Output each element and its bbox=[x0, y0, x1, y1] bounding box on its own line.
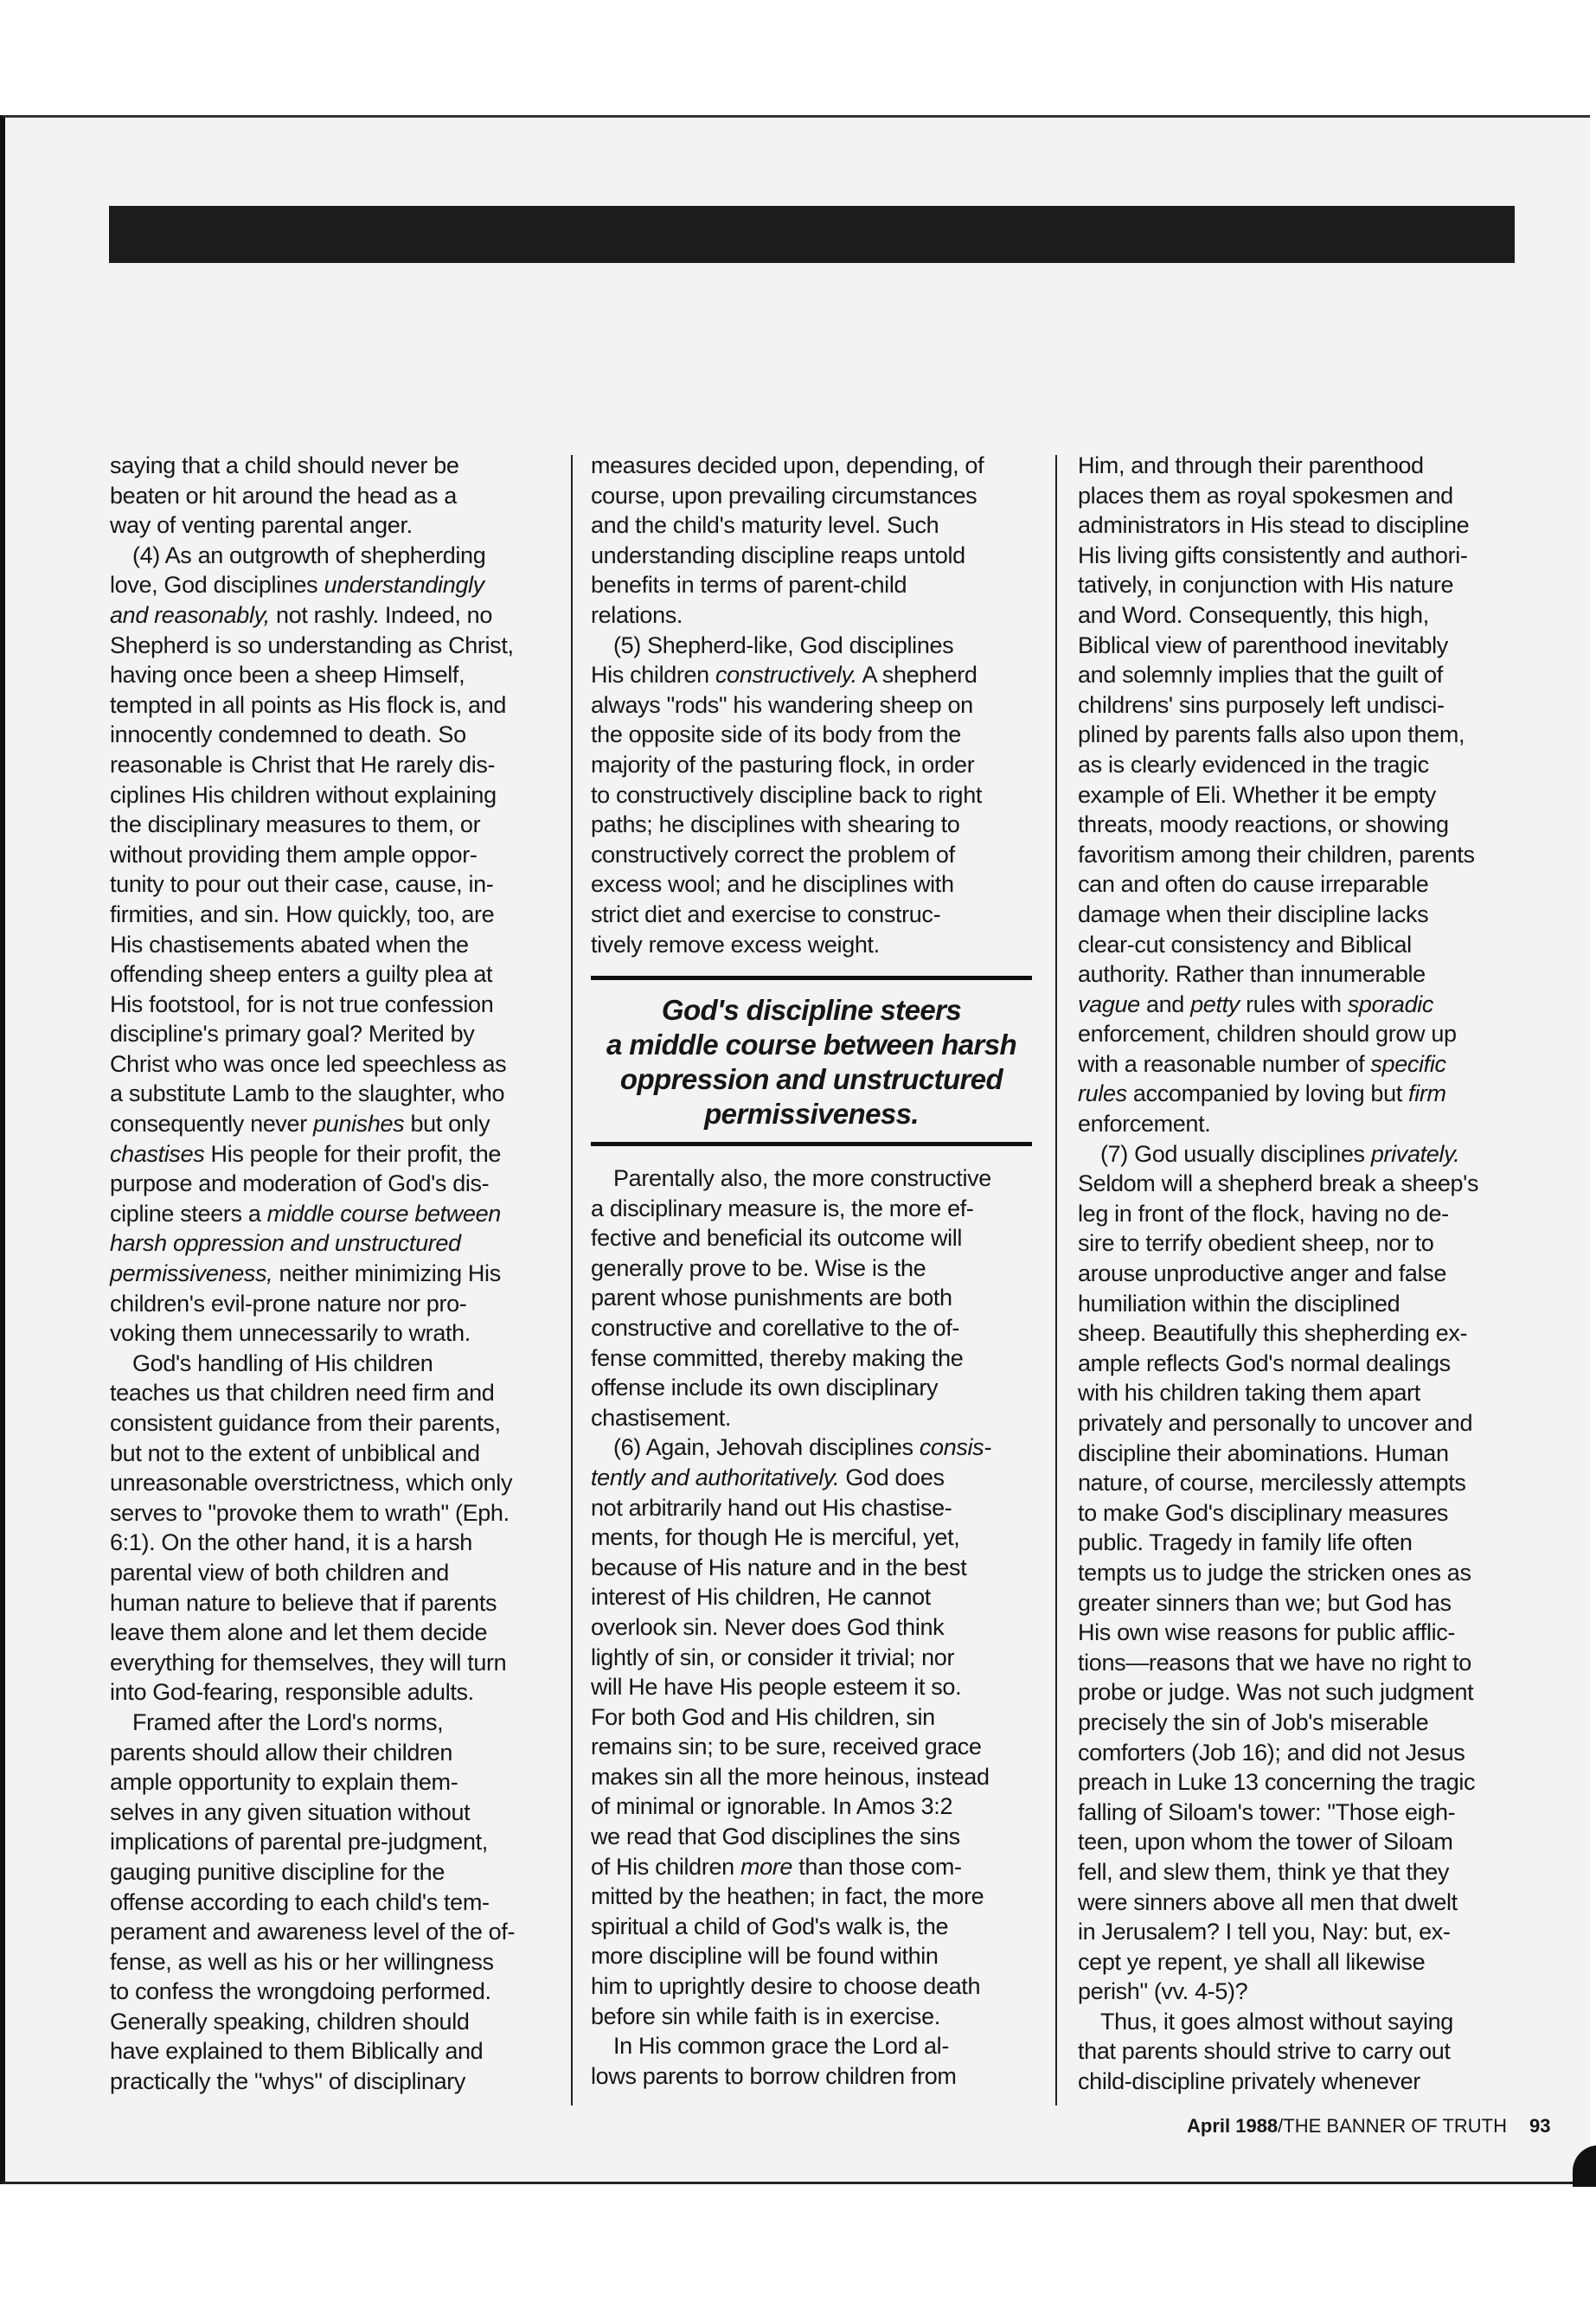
text-segment: cipline steers a bbox=[110, 1200, 267, 1227]
text-line: but not to the extent of unbiblical and bbox=[110, 1439, 480, 1466]
text-segment: rules with bbox=[1239, 990, 1348, 1017]
text-line: and solemnly implies that the guilt of bbox=[1078, 662, 1443, 689]
italic-emphasis: permissiveness, bbox=[110, 1260, 273, 1287]
text-line: Biblical view of parenthood inevitably bbox=[1078, 631, 1448, 658]
text-line: have explained to them Biblically and bbox=[110, 2038, 484, 2065]
text-line: everything for themselves, they will turn bbox=[110, 1649, 507, 1676]
text-line: 6:1). On the other hand, it is a harsh bbox=[110, 1529, 472, 1556]
text-line: enforcement. bbox=[1078, 1111, 1211, 1138]
column-divider bbox=[1055, 455, 1057, 2106]
text-line: His own wise reasons for public afflic- bbox=[1078, 1619, 1456, 1646]
text-line: His chastisements abated when the bbox=[110, 931, 469, 958]
text-segment: neither minimizing His bbox=[272, 1260, 501, 1287]
italic-emphasis: tently and authoritatively. bbox=[591, 1464, 840, 1490]
text-line: probe or judge. Was not such judgment bbox=[1078, 1679, 1474, 1706]
text-line bbox=[110, 1139, 577, 1170]
text-segment: of His children bbox=[591, 1853, 740, 1880]
text-line: places them as royal spokesmen and bbox=[1078, 482, 1453, 509]
text-line: a disciplinary measure is, the more ef- bbox=[591, 1195, 974, 1221]
text-line: chastisement. bbox=[591, 1404, 732, 1431]
column-3-text bbox=[1078, 451, 1545, 2097]
text-line: sire to terrify obedient sheep, nor to bbox=[1078, 1230, 1434, 1257]
text-line: beaten or hit around the head as a bbox=[110, 482, 457, 509]
text-line: nature, of course, mercilessly attempts bbox=[1078, 1470, 1466, 1497]
text-line: tempted in all points as His flock is, and bbox=[110, 691, 507, 718]
italic-emphasis: constructively. bbox=[715, 662, 857, 689]
text-line: tatively, in conjunction with His nature bbox=[1078, 572, 1454, 599]
text-line: overlook sin. Never does God think bbox=[591, 1613, 945, 1640]
text-line: fense committed, thereby making the bbox=[591, 1344, 964, 1371]
text-line bbox=[1078, 1139, 1545, 1170]
italic-emphasis: petty bbox=[1190, 990, 1240, 1017]
text-line: constructive and corellative to the of- bbox=[591, 1314, 960, 1341]
italic-emphasis: more bbox=[740, 1853, 793, 1880]
text-line: were sinners above all men that dwelt bbox=[1078, 1888, 1458, 1915]
text-line: fell, and slew them, think ye that they bbox=[1078, 1858, 1450, 1885]
text-line: favoritism among their children, parents bbox=[1078, 841, 1475, 868]
column-1-text bbox=[110, 451, 577, 2097]
text-line: perament and awareness level of the of- bbox=[110, 1919, 516, 1945]
text-line: lightly of sin, or consider it trivial; nor bbox=[591, 1644, 955, 1670]
text-line bbox=[110, 570, 577, 600]
italic-emphasis: consis- bbox=[919, 1434, 991, 1461]
text-line: benefits in terms of parent-child bbox=[591, 572, 907, 599]
text-line: course, upon prevailing circumstances bbox=[591, 482, 977, 509]
text-line: innocently condemned to death. So bbox=[110, 721, 466, 748]
text-line: comforters (Job 16); and did not Jesus bbox=[1078, 1739, 1465, 1766]
text-segment: consequently never bbox=[110, 1111, 314, 1138]
text-segment: God does bbox=[839, 1464, 945, 1490]
text-line: God's handling of His children bbox=[132, 1349, 433, 1376]
text-line: tively remove excess weight. bbox=[591, 931, 880, 958]
text-line: because of His nature and in the best bbox=[591, 1554, 967, 1580]
text-segment: than those com- bbox=[792, 1853, 962, 1880]
italic-emphasis: chastises bbox=[110, 1140, 205, 1167]
text-line: Seldom will a shepherd break a sheep's bbox=[1078, 1170, 1479, 1197]
text-line: majority of the pasturing flock, in order bbox=[591, 751, 975, 778]
text-line: without providing them ample oppor- bbox=[110, 841, 478, 868]
text-line bbox=[1078, 1079, 1545, 1109]
italic-emphasis: and reasonably, bbox=[110, 601, 270, 628]
text-line: mitted by the heathen; in fact, the more bbox=[591, 1883, 984, 1910]
text-line: reasonable is Christ that He rarely dis- bbox=[110, 751, 496, 778]
pull-quote-line: permissiveness. bbox=[704, 1098, 919, 1130]
text-segment: not rashly. Indeed, no bbox=[269, 601, 493, 628]
text-line: lows parents to borrow children from bbox=[591, 2062, 957, 2089]
text-line: Him, and through their parenthood bbox=[1078, 452, 1424, 478]
text-line: teaches us that children need firm and bbox=[110, 1380, 495, 1407]
text-line: way of venting parental anger. bbox=[110, 512, 413, 539]
text-line: fective and beneficial its outcome will bbox=[591, 1225, 963, 1252]
text-line: children's evil-prone nature nor pro- bbox=[110, 1290, 467, 1317]
text-line: parent whose punishments are both bbox=[591, 1285, 952, 1311]
text-line: will He have His people esteem it so. bbox=[591, 1674, 962, 1701]
text-line bbox=[110, 1109, 577, 1139]
text-line bbox=[110, 600, 577, 631]
text-line: plined by parents falls also upon them, bbox=[1078, 721, 1465, 748]
pull-quote-top-rule bbox=[591, 976, 1032, 980]
text-line: excess wool; and he disciplines with bbox=[591, 871, 954, 898]
text-line: to make God's disciplinary measures bbox=[1078, 1499, 1449, 1526]
text-line: child-discipline privately whenever bbox=[1078, 2068, 1420, 2095]
footer-publication: /THE BANNER OF TRUTH bbox=[1278, 2115, 1507, 2137]
text-line: ments, for though He is merciful, yet, bbox=[591, 1524, 960, 1551]
text-line: ciplines His children without explaining bbox=[110, 781, 497, 808]
text-line: tions—reasons that we have no right to bbox=[1078, 1649, 1471, 1676]
text-line: of minimal or ignorable. In Amos 3:2 bbox=[591, 1793, 953, 1820]
italic-emphasis: vague bbox=[1078, 990, 1140, 1017]
text-line: with his children taking them apart bbox=[1078, 1380, 1420, 1407]
text-line: falling of Siloam's tower: "Those eigh- bbox=[1078, 1798, 1456, 1825]
text-line bbox=[110, 1259, 577, 1289]
text-line: precisely the sin of Job's miserable bbox=[1078, 1708, 1429, 1735]
text-line: purpose and moderation of God's dis- bbox=[110, 1170, 490, 1197]
text-line: makes sin all the more heinous, instead bbox=[591, 1763, 990, 1790]
pull-quote-line: oppression and unstructured bbox=[619, 1063, 1003, 1095]
italic-emphasis: privately. bbox=[1370, 1140, 1460, 1167]
italic-emphasis: middle course between bbox=[266, 1200, 501, 1227]
text-line: authority. Rather than innumerable bbox=[1078, 961, 1426, 988]
text-line: paths; he disciplines with shearing to bbox=[591, 811, 960, 838]
text-segment: His people for their profit, the bbox=[204, 1140, 502, 1167]
italic-emphasis: rules bbox=[1078, 1080, 1127, 1107]
text-segment: accompanied by loving but bbox=[1126, 1080, 1409, 1107]
text-line: understanding discipline reaps untold bbox=[591, 542, 965, 568]
italic-emphasis: specific bbox=[1370, 1050, 1446, 1077]
text-line: offending sheep enters a guilty plea at bbox=[110, 961, 493, 988]
text-line: the opposite side of its body from the bbox=[591, 721, 961, 748]
text-line: For both God and His children, sin bbox=[591, 1703, 935, 1730]
text-line: Generally speaking, children should bbox=[110, 2008, 470, 2035]
text-line: to confess the wrongdoing performed. bbox=[110, 1978, 491, 2005]
text-segment: love, God disciplines bbox=[110, 572, 324, 599]
text-line: spiritual a child of God's walk is, the bbox=[591, 1913, 949, 1939]
page-footer bbox=[1187, 2115, 1550, 2138]
text-line bbox=[591, 1463, 1058, 1493]
text-line: offense include its own disciplinary bbox=[591, 1375, 939, 1401]
italic-emphasis: punishes bbox=[313, 1111, 405, 1138]
text-line bbox=[591, 1852, 1058, 1882]
text-line bbox=[110, 1228, 577, 1259]
text-line: in Jerusalem? I tell you, Nay: but, ex- bbox=[1078, 1919, 1451, 1945]
column-divider bbox=[571, 455, 573, 2106]
text-line: discipline's primary goal? Merited by bbox=[110, 1021, 475, 1048]
text-line: human nature to believe that if parents bbox=[110, 1589, 497, 1616]
text-line: greater sinners than we; but God has bbox=[1078, 1589, 1452, 1616]
page-number: 93 bbox=[1529, 2115, 1551, 2137]
text-line: enforcement, children should grow up bbox=[1078, 1021, 1457, 1048]
text-line bbox=[591, 1433, 1058, 1463]
column-2-text-bottom bbox=[591, 1163, 1058, 2091]
text-line: practically the "whys" of disciplinary bbox=[110, 2068, 466, 2095]
text-line bbox=[1078, 990, 1545, 1020]
text-line: to constructively discipline back to right bbox=[591, 781, 983, 808]
text-line: His living gifts consistently and authori- bbox=[1078, 542, 1468, 568]
footer-date: April 1988 bbox=[1187, 2115, 1279, 2137]
text-line: leave them alone and let them decide bbox=[110, 1619, 488, 1646]
text-line: and Word. Consequently, this high, bbox=[1078, 601, 1429, 628]
text-line: Shepherd is so understanding as Christ, bbox=[110, 631, 514, 658]
text-line: preach in Luke 13 concerning the tragic bbox=[1078, 1769, 1476, 1796]
pull-quote-line: God's discipline steers bbox=[661, 994, 962, 1026]
text-line: generally prove to be. Wise is the bbox=[591, 1254, 926, 1281]
text-line: discipline their abominations. Human bbox=[1078, 1439, 1449, 1466]
text-segment: (7) God usually disciplines bbox=[1100, 1140, 1371, 1167]
text-line: humiliation within the disciplined bbox=[1078, 1290, 1401, 1317]
text-line: before sin while faith is in exercise. bbox=[591, 2003, 940, 2029]
text-line: implications of parental pre-judgment, bbox=[110, 1829, 488, 1856]
text-line: saying that a child should never be bbox=[110, 452, 459, 478]
text-line: (4) As an outgrowth of shepherding bbox=[132, 542, 486, 568]
text-segment: with a reasonable number of bbox=[1078, 1050, 1371, 1077]
text-line: leg in front of the flock, having no de- bbox=[1078, 1200, 1449, 1227]
text-line bbox=[591, 660, 1058, 690]
text-line: Parentally also, the more constructive bbox=[613, 1165, 991, 1191]
text-line: measures decided upon, depending, of bbox=[591, 452, 984, 478]
text-line: tunity to pour out their case, cause, in- bbox=[110, 871, 494, 898]
text-line: selves in any given situation without bbox=[110, 1798, 471, 1825]
text-line: having once been a sheep Himself, bbox=[110, 662, 465, 689]
text-line: arouse unproductive anger and false bbox=[1078, 1260, 1447, 1287]
text-line: parental view of both children and bbox=[110, 1559, 449, 1586]
text-line: fense, as well as his or her willingness bbox=[110, 1948, 494, 1975]
text-segment: but only bbox=[404, 1111, 490, 1138]
italic-emphasis: harsh oppression and unstructured bbox=[110, 1230, 461, 1257]
pull-quote-bottom-rule bbox=[591, 1142, 1032, 1146]
text-line: His footstool, for is not true confession bbox=[110, 990, 494, 1017]
text-line: Thus, it goes almost without saying bbox=[1100, 2008, 1453, 2035]
column-2-text-top bbox=[591, 451, 1058, 959]
text-line: parents should allow their children bbox=[110, 1739, 452, 1766]
italic-emphasis: understandingly bbox=[324, 572, 484, 599]
text-segment: (6) Again, Jehovah disciplines bbox=[613, 1434, 920, 1461]
text-line: him to uprightly desire to choose death bbox=[591, 1973, 981, 2000]
text-segment: His children bbox=[591, 662, 716, 689]
text-line: serves to "provoke them to wrath" (Eph. bbox=[110, 1499, 510, 1526]
text-line: In His common grace the Lord al- bbox=[613, 2033, 949, 2060]
text-line: (5) Shepherd-like, God disciplines bbox=[613, 631, 954, 658]
text-line: childrens' sins purposely left undisci- bbox=[1078, 691, 1445, 718]
text-line: example of Eli. Whether it be empty bbox=[1078, 781, 1436, 808]
text-line: ample reflects God's normal dealings bbox=[1078, 1349, 1451, 1376]
text-line: gauging punitive discipline for the bbox=[110, 1858, 445, 1885]
text-line: clear-cut consistency and Biblical bbox=[1078, 931, 1412, 958]
text-line: consistent guidance from their parents, bbox=[110, 1410, 501, 1436]
text-line bbox=[1078, 1049, 1545, 1080]
text-line: as is clearly evidenced in the tragic bbox=[1078, 751, 1429, 778]
text-line bbox=[110, 1199, 577, 1229]
text-line: that parents should strive to carry out bbox=[1078, 2038, 1451, 2065]
pull-quote-line: a middle course between harsh bbox=[606, 1029, 1017, 1061]
text-line: and the child's maturity level. Such bbox=[591, 512, 939, 539]
text-line: tempts us to judge the stricken ones as bbox=[1078, 1559, 1471, 1586]
text-line: administrators in His stead to discipline bbox=[1078, 512, 1470, 539]
text-line: a substitute Lamb to the slaughter, who bbox=[110, 1080, 505, 1107]
text-line: perish" (vv. 4-5)? bbox=[1078, 1978, 1248, 2005]
text-line: the disciplinary measures to them, or bbox=[110, 811, 481, 838]
text-line: firmities, and sin. How quickly, too, are bbox=[110, 901, 495, 927]
text-segment: and bbox=[1139, 990, 1191, 1017]
pull-quote bbox=[591, 993, 1032, 1131]
text-line: cept ye repent, ye shall all likewise bbox=[1078, 1948, 1426, 1975]
text-line: threats, moody reactions, or showing bbox=[1078, 811, 1449, 838]
text-line: sheep. Beautifully this shepherding ex- bbox=[1078, 1320, 1468, 1347]
text-line: remains sin; to be sure, received grace bbox=[591, 1734, 982, 1760]
text-line: ample opportunity to explain them- bbox=[110, 1769, 458, 1796]
text-line: we read that God disciplines the sins bbox=[591, 1823, 960, 1850]
text-line: unreasonable overstrictness, which only bbox=[110, 1470, 513, 1497]
italic-emphasis: sporadic bbox=[1347, 990, 1434, 1017]
text-line: always "rods" his wandering sheep on bbox=[591, 691, 973, 718]
text-line: teen, upon whom the tower of Siloam bbox=[1078, 1829, 1453, 1856]
italic-emphasis: firm bbox=[1408, 1080, 1446, 1107]
text-line: voking them unnecessarily to wrath. bbox=[110, 1320, 471, 1347]
text-line: strict diet and exercise to construc- bbox=[591, 901, 941, 927]
text-line: Framed after the Lord's norms, bbox=[132, 1708, 444, 1735]
text-line: into God-fearing, responsible adults. bbox=[110, 1679, 474, 1706]
text-line: offense according to each child's tem- bbox=[110, 1888, 490, 1915]
text-line: can and often do cause irreparable bbox=[1078, 871, 1429, 898]
text-segment: A shepherd bbox=[856, 662, 977, 689]
header-banner-bar bbox=[109, 206, 1515, 263]
text-line: relations. bbox=[591, 601, 683, 628]
text-line: privately and personally to uncover and bbox=[1078, 1410, 1473, 1436]
text-line: more discipline will be found within bbox=[591, 1943, 939, 1970]
text-line: constructively correct the problem of bbox=[591, 841, 955, 868]
text-line: Christ who was once led speechless as bbox=[110, 1050, 507, 1077]
text-line: public. Tragedy in family life often bbox=[1078, 1529, 1413, 1556]
text-line: not arbitrarily hand out His chastise- bbox=[591, 1494, 952, 1521]
text-line: interest of His children, He cannot bbox=[591, 1584, 931, 1611]
text-line: damage when their discipline lacks bbox=[1078, 901, 1429, 927]
